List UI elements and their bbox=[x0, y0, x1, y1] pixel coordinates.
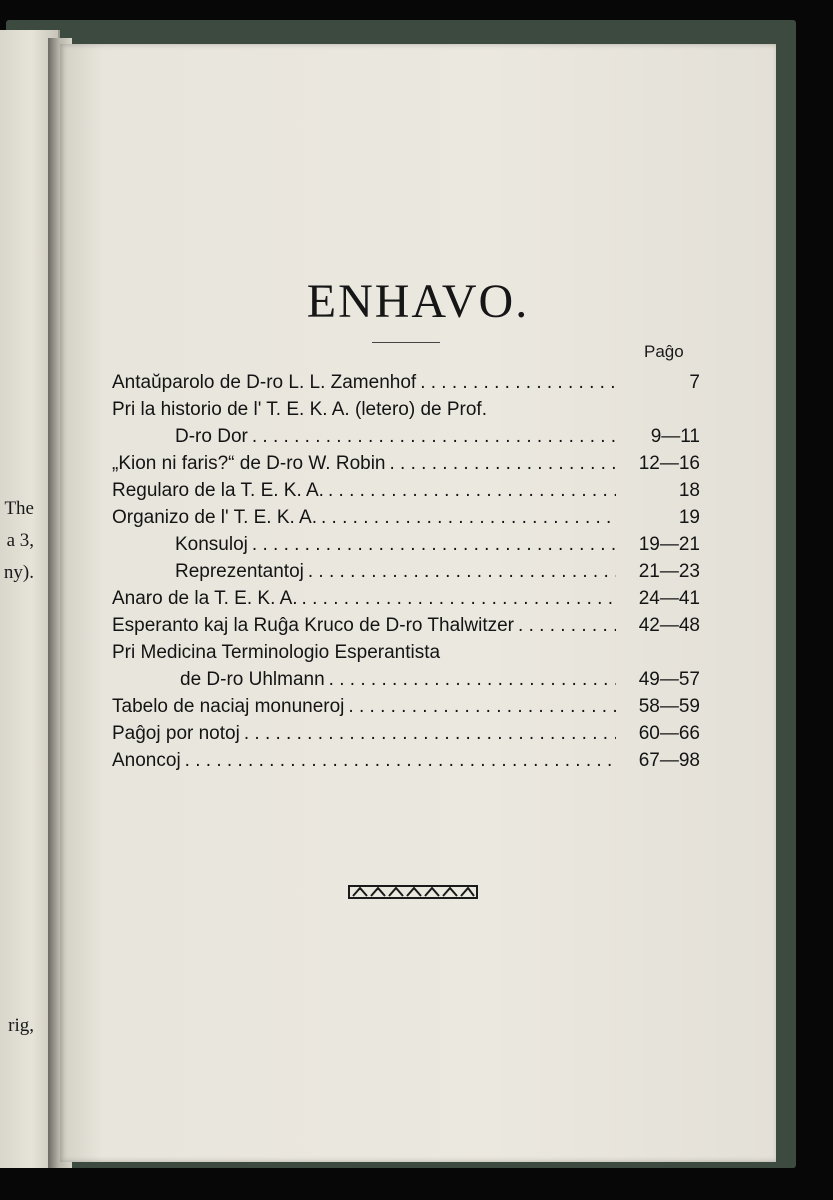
leader-dots bbox=[244, 720, 616, 747]
toc-entry-page: 60—66 bbox=[638, 723, 700, 744]
toc-entry bbox=[112, 747, 700, 774]
toc-entry bbox=[112, 639, 700, 666]
table-of-contents-page bbox=[60, 44, 776, 1162]
leader-dots bbox=[308, 558, 616, 585]
toc-entry-page: 24—41 bbox=[638, 588, 700, 609]
toc-entry-page: 58—59 bbox=[638, 696, 700, 717]
left-page-fragment: a 3, bbox=[6, 530, 34, 551]
toc-entry-title: Anaro de la T. E. K. A. bbox=[112, 588, 298, 609]
toc-entry-title: Reprezentantoj bbox=[175, 561, 304, 582]
toc-entry-title: Tabelo de naciaj monuneroj bbox=[112, 696, 345, 717]
toc-entry bbox=[112, 693, 700, 720]
toc-entry-title: Anoncoj bbox=[112, 750, 181, 771]
toc-entry-page: 7 bbox=[689, 372, 700, 393]
toc-entry-page: 42—48 bbox=[638, 615, 700, 636]
title-rule bbox=[372, 342, 440, 343]
toc-entry bbox=[112, 612, 700, 639]
leader-dots bbox=[185, 747, 616, 774]
toc-entry bbox=[112, 477, 700, 504]
toc-list bbox=[112, 369, 700, 774]
leader-dots bbox=[252, 531, 616, 558]
leader-dots bbox=[390, 450, 617, 477]
leader-dots bbox=[329, 666, 616, 693]
toc-entry-page: 19 bbox=[678, 507, 700, 528]
toc-entry-page: 19—21 bbox=[638, 534, 700, 555]
page-title: ENHAVO. bbox=[306, 275, 530, 328]
toc-entry-page: 12—16 bbox=[638, 453, 700, 474]
toc-entry bbox=[112, 504, 700, 531]
leader-dots bbox=[321, 504, 616, 531]
page-column-label: Paĝo bbox=[644, 342, 684, 361]
left-page-fragment: The bbox=[4, 498, 34, 519]
left-page-fragment: rig, bbox=[8, 1015, 34, 1036]
toc-entry-title: Regularo de la T. E. K. A. bbox=[112, 480, 324, 501]
toc-entry bbox=[112, 423, 700, 450]
leader-dots bbox=[328, 477, 616, 504]
leader-dots bbox=[420, 369, 616, 396]
toc-entry-title: Konsuloj bbox=[175, 534, 248, 555]
toc-entry bbox=[112, 369, 700, 396]
toc-entry bbox=[112, 720, 700, 747]
leader-dots bbox=[518, 612, 616, 639]
toc-entry-page: 9—11 bbox=[650, 426, 700, 447]
left-page-fragment: ny). bbox=[3, 562, 34, 583]
toc-entry bbox=[112, 666, 700, 693]
toc-entry bbox=[112, 531, 700, 558]
toc-entry-title: Antaŭparolo de D-ro L. L. Zamenhof bbox=[112, 372, 417, 393]
toc-entry bbox=[112, 450, 700, 477]
toc-entry-title: „Kion ni faris?“ de D-ro W. Robin bbox=[112, 453, 386, 474]
toc-entry-title: Pri Medicina Terminologio Esperantista bbox=[112, 642, 441, 663]
toc-entry bbox=[112, 396, 700, 423]
toc-entry-page: 49—57 bbox=[638, 669, 700, 690]
leader-dots bbox=[302, 585, 616, 612]
toc-entry-page: 21—23 bbox=[638, 561, 700, 582]
leader-dots bbox=[348, 693, 616, 720]
toc-entry-title: Organizo de l' T. E. K. A. bbox=[112, 507, 317, 528]
toc-entry-title: Paĝoj por notoj bbox=[112, 723, 240, 744]
toc-entry-page: 18 bbox=[678, 480, 700, 501]
toc-entry-title: D-ro Dor bbox=[175, 426, 248, 447]
toc-entry-page: 67—98 bbox=[638, 750, 700, 771]
toc-entry-title: Esperanto kaj la Ruĝa Kruco de D-ro Thalwitzer bbox=[112, 615, 515, 636]
toc-entry-title: de D-ro Uhlmann bbox=[180, 669, 325, 690]
ornament-divider-icon bbox=[348, 884, 478, 900]
toc-entry bbox=[112, 585, 700, 612]
toc-entry-title: Pri la historio de l' T. E. K. A. (letero) de Prof. bbox=[112, 399, 487, 420]
leader-dots bbox=[252, 423, 616, 450]
toc-entry bbox=[112, 558, 700, 585]
